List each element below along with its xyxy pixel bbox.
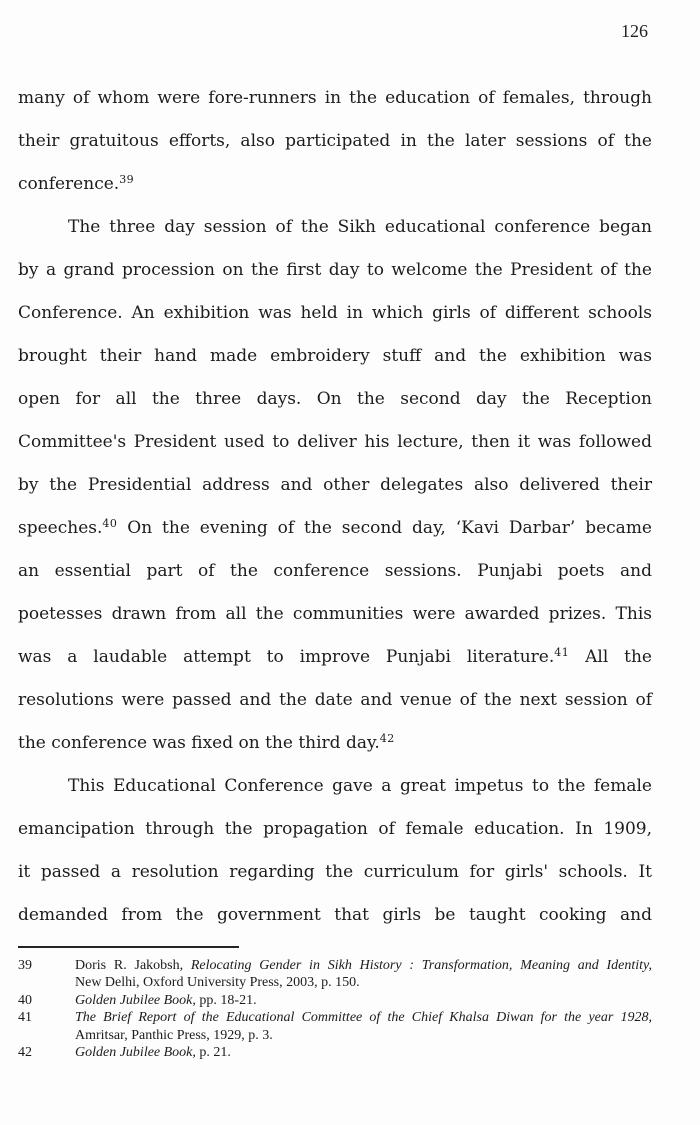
- text-segment: it passed a resolution regarding the curriculum for girls' schools. It: [18, 862, 652, 882]
- text-segment: On the evening of the second day, ‘Kavi Darbar’ became: [117, 518, 652, 538]
- footnote-item: [18, 1009, 652, 1044]
- body-line: [18, 765, 652, 808]
- text-segment: many of whom were fore-runners in the education of females, through: [18, 88, 652, 108]
- footnote-number: 40: [18, 992, 32, 1008]
- footnote-number: 39: [18, 958, 32, 973]
- italic-text: Golden Jubilee Book,: [75, 992, 196, 1008]
- text-segment: Amritsar, Panthic Press, 1929, p. 3.: [75, 1027, 273, 1043]
- body-line: [18, 77, 652, 120]
- page-number: 126: [621, 21, 648, 41]
- text-segment: New Delhi, Oxford University Press, 2003, p. 150.: [75, 975, 360, 991]
- italic-text: Golden Jubilee Book,: [75, 1045, 196, 1061]
- footnote-line: [75, 1044, 652, 1061]
- body-line: [18, 550, 652, 593]
- text-segment: Doris R. Jakobsh,: [75, 958, 191, 973]
- footnote-reference: 41: [554, 646, 570, 659]
- text-segment: conference.: [18, 174, 120, 194]
- body-line: [18, 894, 652, 937]
- text-segment: The three day session of the Sikh educational conference began: [68, 217, 652, 237]
- body-line: [18, 292, 652, 335]
- footnote-text: [75, 1009, 652, 1044]
- body-line: [18, 120, 652, 163]
- footnote-reference: 40: [102, 517, 118, 530]
- text-segment: pp. 18-21.: [195, 992, 257, 1008]
- footnote-text: [75, 992, 652, 1009]
- text-segment: by the Presidential address and other delegates also delivered their: [18, 475, 652, 495]
- body-line: [18, 593, 652, 636]
- text-segment: emancipation through the propagation of female education. In 1909,: [18, 819, 652, 839]
- text-segment: speeches.: [18, 518, 103, 538]
- text-segment: by a grand procession on the first day to welcome the President of the: [18, 260, 652, 280]
- footnote-line: [75, 974, 652, 991]
- footnote-line: [75, 1009, 652, 1026]
- text-segment: demanded from the government that girls be taught cooking and: [18, 905, 652, 925]
- footnote-line: [75, 957, 652, 974]
- footnote-reference: 42: [379, 732, 395, 745]
- body-line: [18, 851, 652, 894]
- body-line: [18, 507, 652, 550]
- footnote-number: 41: [18, 1010, 32, 1026]
- footnote-item: [18, 992, 652, 1009]
- footnote-line: [75, 992, 652, 1009]
- text-segment: poetesses drawn from all the communities were awarded prizes. This: [18, 604, 652, 624]
- footnote-reference: 39: [119, 173, 135, 186]
- paragraph: [18, 765, 652, 937]
- body-line: [18, 163, 652, 206]
- body-line: [18, 808, 652, 851]
- body-line: [18, 679, 652, 722]
- footnote-list: [18, 957, 652, 1061]
- text-segment: All the: [569, 647, 652, 667]
- body-text: [18, 77, 652, 937]
- footnote-item: [18, 957, 652, 992]
- text-segment: their gratuitous efforts, also participated in the later sessions of the: [18, 131, 652, 151]
- italic-text: Relocating Gender in Sikh History : Transformation, Meaning and Identity,: [190, 958, 652, 973]
- italic-text: The Brief Report of the Educational Committee of the Chief Khalsa Diwan for the year 1928,: [75, 1010, 652, 1026]
- text-segment: brought their hand made embroidery stuff and the exhibition was: [18, 346, 652, 366]
- text-segment: open for all the three days. On the second day the Reception: [18, 389, 652, 409]
- body-line: [18, 464, 652, 507]
- footnote-item: [18, 1044, 652, 1061]
- text-segment: p. 21.: [195, 1045, 231, 1061]
- text-segment: resolutions were passed and the date and venue of the next session of: [18, 690, 652, 710]
- paragraph: [18, 206, 652, 765]
- body-line: [18, 206, 652, 249]
- footnote-text: [75, 957, 652, 992]
- footnote-text: [75, 1044, 652, 1061]
- text-segment: an essential part of the conference sessions. Punjabi poets and: [18, 561, 652, 581]
- body-line: [18, 378, 652, 421]
- body-line: [18, 421, 652, 464]
- text-segment: was a laudable attempt to improve Punjabi literature.: [18, 647, 555, 667]
- body-line: [18, 636, 652, 679]
- footnote-separator: [18, 946, 239, 948]
- text-segment: Conference. An exhibition was held in which girls of different schools: [18, 303, 652, 323]
- body-line: [18, 249, 652, 292]
- footnote-number: 42: [18, 1045, 32, 1061]
- paragraph: [18, 77, 652, 206]
- body-line: [18, 335, 652, 378]
- text-segment: Committee's President used to deliver his lecture, then it was followed: [18, 432, 652, 452]
- text-segment: This Educational Conference gave a great impetus to the female: [68, 776, 652, 796]
- body-line: [18, 722, 652, 765]
- footnote-line: [75, 1027, 652, 1044]
- text-segment: the conference was fixed on the third day.: [18, 733, 380, 753]
